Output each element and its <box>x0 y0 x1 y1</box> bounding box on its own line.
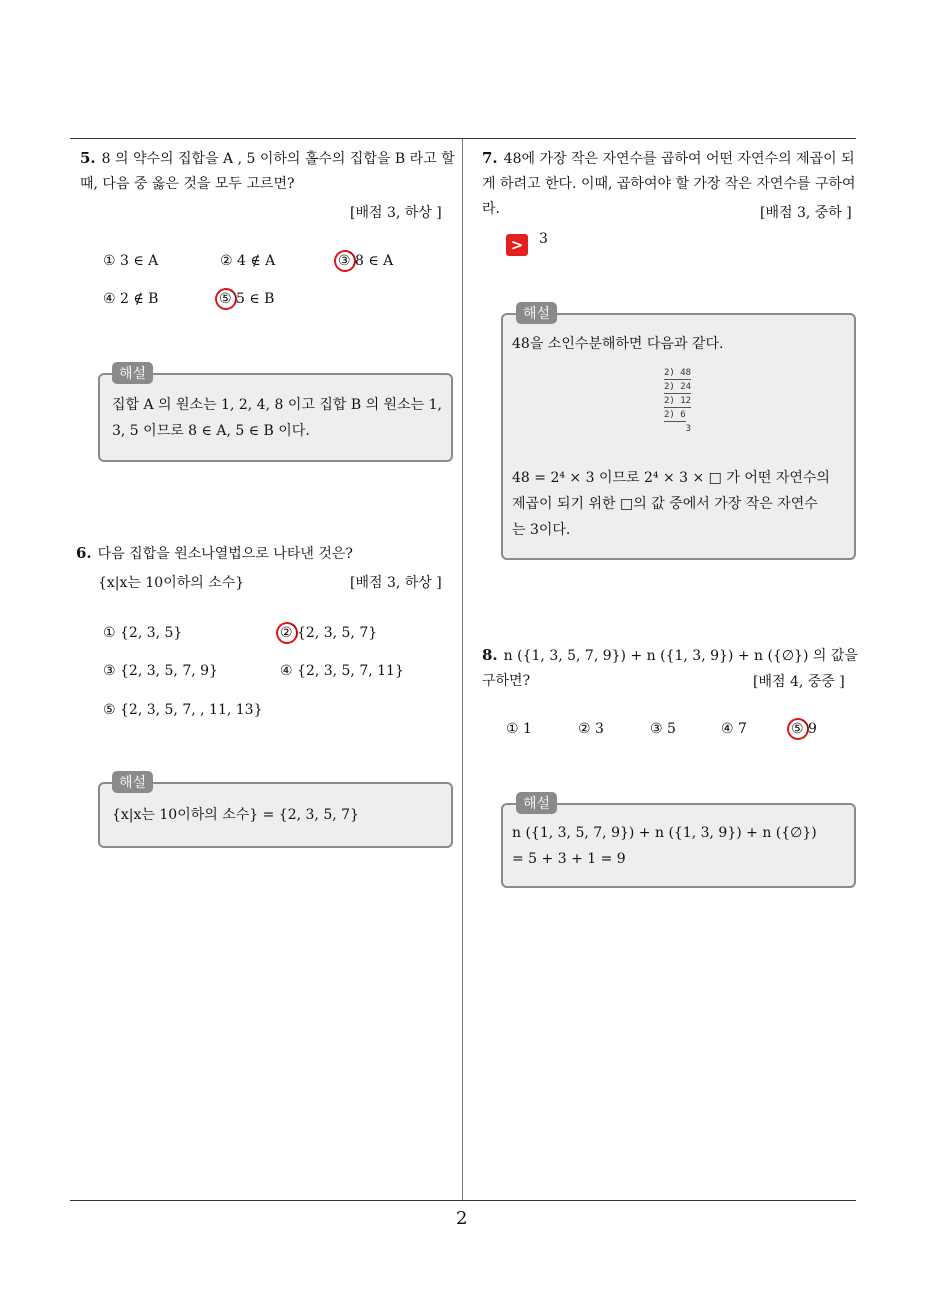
question-6-set: {x|x는 10이하의 소수} <box>98 575 245 591</box>
q5-option-2: ② 4 ∉ A <box>220 253 276 269</box>
division-row: 2) 24 <box>664 382 692 392</box>
question-7-text: 7. 48에 가장 작은 자연수를 곱하여 어떤 자연수의 제곱이 되게 하려고 한다. 이때, 곱하여야 할 가장 작은 자연수를 구하여라. <box>482 149 856 217</box>
question-number: 7. <box>482 149 498 167</box>
answer-arrow-icon: > <box>506 234 528 256</box>
top-rule <box>70 138 856 139</box>
question-number: 8. <box>482 646 498 664</box>
q6-option-5: ⑤ {2, 3, 5, 7, , 11, 13} <box>103 702 263 718</box>
q6-option-2: ② {2, 3, 5, 7} <box>280 625 378 641</box>
column-divider <box>462 139 463 1201</box>
solution-line-2: = 5 + 3 + 1 = 9 <box>512 851 626 867</box>
solution-line-2: 제곱이 되기 위한 □의 값 중에서 가장 작은 자연수 <box>512 496 818 512</box>
solution-tag: 해설 <box>112 771 153 793</box>
q8-option-3: ③ 5 <box>650 721 676 737</box>
solution-tag: 해설 <box>516 792 557 814</box>
question-number: 6. <box>76 544 92 562</box>
division-row: 2) 6 <box>664 410 686 420</box>
question-number: 5. <box>80 149 96 167</box>
question-6-text: 6. 다음 집합을 원소나열법으로 나타낸 것은? <box>76 544 353 562</box>
division-row: 2) 48 <box>664 368 692 378</box>
answer-value: 3 <box>539 231 548 247</box>
solution-line-1: n ({1, 3, 5, 7, 9}) + n ({1, 3, 9}) + n ({∅}) <box>512 825 817 841</box>
question-5-text: 5. 8 의 약수의 집합을 A , 5 이하의 홀수의 집합을 B 라고 할 때, 다음 중 옳은 것을 모두 고르면? <box>80 149 455 192</box>
solution-line-3: 는 3이다. <box>512 522 571 538</box>
q6-option-4: ④ {2, 3, 5, 7, 11} <box>280 663 404 679</box>
q5-option-1: ① 3 ∈ A <box>103 253 159 269</box>
solution-intro: 48을 소인수분해하면 다음과 같다. <box>512 336 724 352</box>
q8-option-2: ② 3 <box>578 721 604 737</box>
q5-option-4: ④ 2 ∉ B <box>103 291 159 307</box>
bottom-rule <box>70 1200 856 1201</box>
solution-text: {x|x는 10이하의 소수} = {2, 3, 5, 7} <box>112 807 359 823</box>
solution-tag: 해설 <box>516 302 557 324</box>
q6-option-1: ① {2, 3, 5} <box>103 625 183 641</box>
question-8-text: 8. n ({1, 3, 5, 7, 9}) + n ({1, 3, 9}) + n ({∅}) 의 값을 구하면? <box>482 646 858 689</box>
solution-line-1: 48 = 2⁴ × 3 이므로 2⁴ × 3 × □ 가 어떤 자연수의 <box>512 470 830 486</box>
q8-option-1: ① 1 <box>506 721 532 737</box>
division-row: 2) 12 <box>664 396 692 406</box>
division-row: 3 <box>664 424 692 434</box>
q8-option-4: ④ 7 <box>721 721 747 737</box>
solution-text: 집합 A 의 원소는 1, 2, 4, 8 이고 집합 B 의 원소는 1, 3, 5 이므로 8 ∈ A, 5 ∈ B 이다. <box>112 397 442 439</box>
q5-option-3: ③ 8 ∈ A <box>338 253 394 269</box>
question-7-score: [배점 3, 중하 ] <box>760 205 852 221</box>
q8-option-5: ⑤ 9 <box>791 721 817 737</box>
question-5-score: [배점 3, 하상 ] <box>350 205 442 221</box>
q6-option-3: ③ {2, 3, 5, 7, 9} <box>103 663 218 679</box>
question-6-score: [배점 3, 하상 ] <box>350 575 442 591</box>
solution-tag: 해설 <box>112 362 153 384</box>
question-8-score: [배점 4, 중중 ] <box>753 674 845 690</box>
q5-option-5: ⑤ 5 ∈ B <box>219 291 275 307</box>
page-number: 2 <box>456 1208 468 1229</box>
